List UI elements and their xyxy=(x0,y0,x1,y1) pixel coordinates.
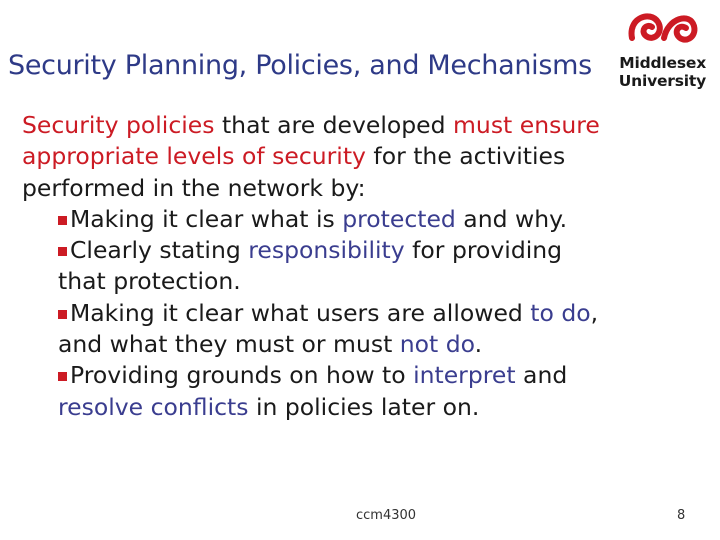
bullet-text: and what they must or must xyxy=(58,330,400,359)
bullet-text: and xyxy=(515,361,568,390)
bullet-text: in policies later on. xyxy=(248,392,480,421)
bullet-item-4 xyxy=(22,360,712,391)
bullet-item-3-cont xyxy=(22,329,712,360)
intro-text: that are developed xyxy=(214,111,454,139)
bullet-text: . xyxy=(474,330,483,359)
slide-body xyxy=(22,110,712,423)
bullet-text: Making it clear what users are allowed xyxy=(70,298,531,327)
bullet-item-2 xyxy=(22,235,712,266)
bullet-item-1 xyxy=(22,204,712,235)
bullet-text: Clearly stating xyxy=(70,236,249,265)
bullet-text: , xyxy=(590,298,599,327)
page-number: 8 xyxy=(677,508,686,523)
bullet-text: for providing xyxy=(404,236,563,265)
bullet-item-4-cont xyxy=(22,392,712,423)
highlight-interpret: interpret xyxy=(413,361,516,390)
bullet-text: Making it clear what is xyxy=(70,204,343,233)
highlight-protected: protected xyxy=(342,204,456,233)
bullet-item-3 xyxy=(22,298,712,329)
slide-title: Security Planning, Policies, and Mechanisms xyxy=(8,50,592,81)
highlight-resolve-conflicts: resolve conflicts xyxy=(58,392,249,421)
bullet-text: Providing grounds on how to xyxy=(70,361,414,390)
square-bullet-icon xyxy=(58,372,67,381)
logo-text-line2: University xyxy=(618,72,706,90)
square-bullet-icon xyxy=(58,310,67,319)
highlight-to-do: to do xyxy=(530,298,591,327)
bullet-text: and why. xyxy=(455,204,568,233)
logo-swirl-icon xyxy=(624,8,700,56)
intro-line-1 xyxy=(22,110,712,141)
square-bullet-icon xyxy=(58,247,67,256)
intro-line-3: performed in the network by: xyxy=(22,173,366,202)
footer-course-code: ccm4300 xyxy=(356,508,417,523)
square-bullet-icon xyxy=(58,216,67,225)
highlight-security-policies: Security policies xyxy=(22,111,215,139)
logo-text-line1: Middlesex xyxy=(619,54,706,72)
intro-text: for the activities xyxy=(365,142,566,171)
highlight-responsibility: responsibility xyxy=(248,236,405,265)
highlight-not-do: not do xyxy=(399,330,475,359)
bullet-item-2-cont: that protection. xyxy=(58,267,241,296)
university-logo xyxy=(612,8,712,92)
highlight-must-ensure: must ensure xyxy=(453,111,600,139)
intro-line-2 xyxy=(22,141,712,172)
highlight-appropriate-levels: appropriate levels of security xyxy=(22,142,366,171)
